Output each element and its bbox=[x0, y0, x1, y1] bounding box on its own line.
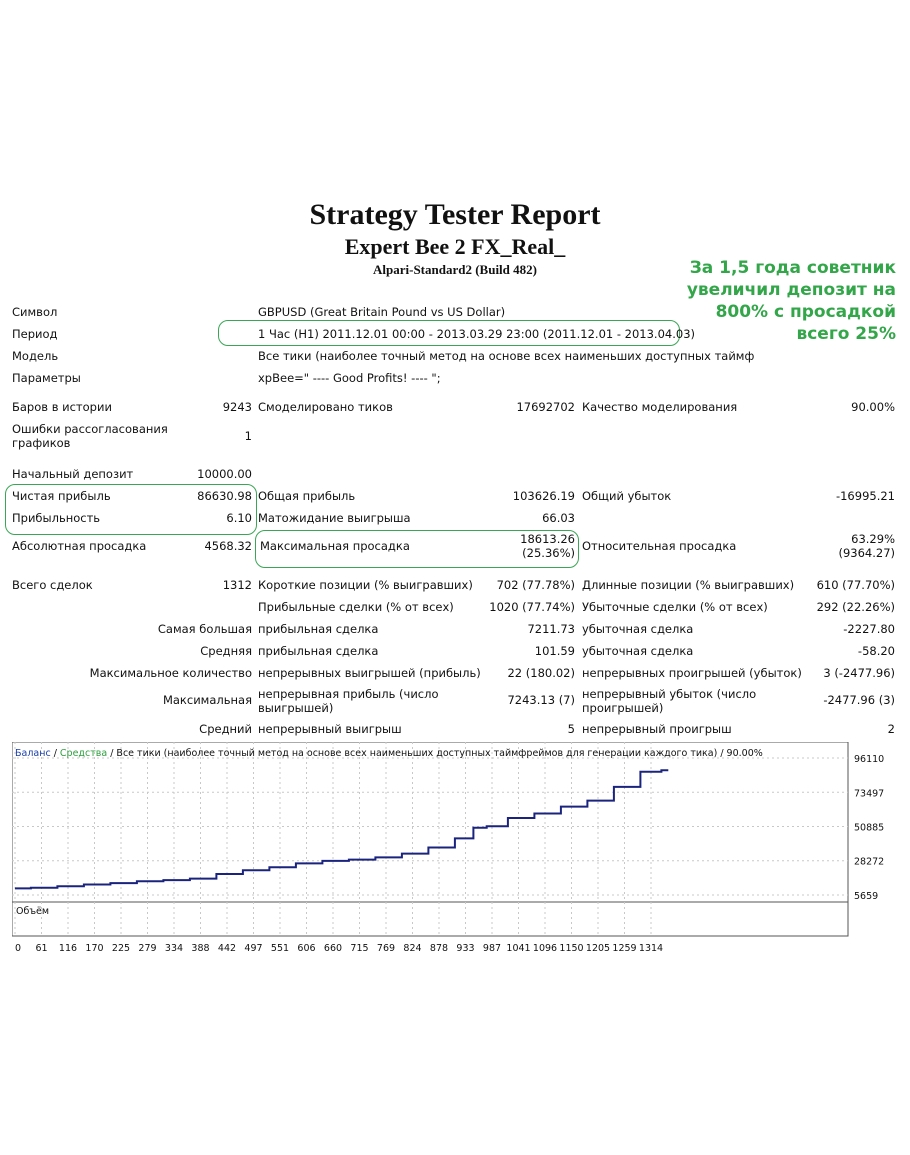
bars-label: Баров в истории bbox=[12, 400, 112, 414]
max-cons-wins-label: непрерывных выигрышей (прибыль) bbox=[258, 666, 481, 680]
y-tick-label: 5659 bbox=[854, 891, 879, 902]
volume-plot-frame bbox=[12, 902, 848, 936]
y-tick-labels bbox=[854, 754, 884, 902]
max-cons-loss-value: -2477.96 (3) bbox=[823, 693, 895, 707]
long-value: 610 (77.70%) bbox=[816, 578, 895, 592]
x-tick-label: 551 bbox=[270, 943, 290, 954]
y-tick-label: 96110 bbox=[854, 754, 885, 765]
abs-dd-label: Абсолютная просадка bbox=[12, 539, 147, 553]
avg-cons-wins-value: 5 bbox=[567, 722, 575, 736]
x-tick-label: 1314 bbox=[638, 943, 664, 954]
x-tick-label: 334 bbox=[164, 943, 184, 954]
y-tick-label: 50885 bbox=[854, 822, 885, 834]
legend-rest: / Все тики (наиболее точный метод на основе всех наименьших доступных таймфреймов для генерации каждого тика) / 90.00% bbox=[107, 748, 763, 759]
x-tick-label: 660 bbox=[323, 943, 343, 954]
x-tick-label: 0 bbox=[15, 943, 22, 954]
abs-dd-value: 4568.32 bbox=[204, 539, 252, 553]
x-tick-label: 606 bbox=[297, 943, 316, 954]
expert-name: Expert Bee 2 FX_Real_ bbox=[344, 234, 566, 259]
long-label: Длинные позиции (% выигравших) bbox=[582, 578, 795, 592]
bars-value: 9243 bbox=[222, 400, 252, 414]
x-tick-label: 987 bbox=[482, 943, 502, 954]
quality-value: 90.00% bbox=[851, 400, 895, 414]
profit-factor-label: Прибыльность bbox=[12, 511, 101, 525]
avg-cons-losses-label: непрерывный проигрыш bbox=[582, 722, 732, 736]
deposit-value: 10000.00 bbox=[197, 467, 252, 481]
max-cons-loss-label-1: непрерывный убыток (число bbox=[582, 687, 757, 701]
avg-cons-wins-label: непрерывный выигрыш bbox=[258, 722, 402, 736]
x-tick-label: 1205 bbox=[585, 943, 611, 954]
rel-dd-value: 63.29% bbox=[851, 532, 895, 546]
average-profit-label: прибыльная сделка bbox=[258, 644, 379, 658]
net-profit-value: 86630.98 bbox=[197, 489, 252, 503]
max-dd-percent: (25.36%) bbox=[522, 546, 575, 560]
rel-dd-amount: (9364.27) bbox=[838, 546, 895, 560]
avg-cons-label: Средний bbox=[199, 722, 252, 736]
short-value: 702 (77.78%) bbox=[496, 578, 575, 592]
ticks-label: Смоделировано тиков bbox=[258, 400, 393, 414]
x-tick-label: 769 bbox=[376, 943, 396, 954]
average-loss-label: убыточная сделка bbox=[582, 644, 694, 658]
legend-balance: Баланс bbox=[15, 748, 51, 759]
x-tick-label: 225 bbox=[111, 943, 131, 954]
x-tick-label: 715 bbox=[350, 943, 369, 954]
loss-trades-value: 292 (22.26%) bbox=[816, 600, 895, 614]
max-cons-profit-label-2: выигрышей) bbox=[258, 701, 334, 715]
max-dd-label: Максимальная просадка bbox=[260, 539, 410, 553]
max-cons-wins-value: 22 (180.02) bbox=[507, 666, 575, 680]
x-tick-labels bbox=[15, 943, 663, 954]
quality-label: Качество моделирования bbox=[582, 400, 738, 414]
model-value: Все тики (наиболее точный метод на основе всех наименьших доступных таймф bbox=[258, 349, 755, 363]
x-tick-label: 61 bbox=[35, 943, 48, 954]
loss-trades-label: Убыточные сделки (% от всех) bbox=[582, 600, 768, 614]
total-trades-label: Всего сделок bbox=[12, 578, 93, 592]
largest-profit-label: прибыльная сделка bbox=[258, 622, 379, 636]
chart-legend: Баланс / Средства / Все тики (наиболее точный метод на основе всех наименьших доступных таймфреймов для генерации каждого тика) / 90.00% bbox=[15, 748, 763, 759]
total-trades-value: 1312 bbox=[222, 578, 252, 592]
largest-loss-label: убыточная сделка bbox=[582, 622, 694, 636]
volume-label: Объём bbox=[16, 906, 50, 917]
symbol-label: Символ bbox=[12, 305, 58, 319]
symbol-value: GBPUSD (Great Britain Pound vs US Dollar) bbox=[258, 305, 506, 319]
model-label: Модель bbox=[12, 349, 59, 363]
legend-equity: Средства bbox=[59, 748, 108, 759]
ticks-value: 17692702 bbox=[516, 400, 575, 414]
x-tick-label: 1259 bbox=[612, 943, 637, 954]
errors-label-2: графиков bbox=[12, 436, 71, 450]
largest-profit-value: 7211.73 bbox=[527, 622, 575, 636]
params-label: Параметры bbox=[12, 371, 81, 385]
avg-cons-losses-value: 2 bbox=[887, 722, 895, 736]
x-tick-label: 442 bbox=[217, 943, 237, 954]
annotation-note: За 1,5 года советник увеличил депозит на 800% с просадкой всего 25% bbox=[686, 258, 896, 344]
errors-value: 1 bbox=[244, 429, 252, 443]
x-tick-label: 388 bbox=[191, 943, 210, 954]
short-label: Короткие позиции (% выигравших) bbox=[258, 578, 473, 592]
max-cons-loss-label-2: проигрышей) bbox=[582, 701, 664, 715]
max-dd-value: 18613.26 bbox=[520, 532, 575, 546]
x-tick-label: 279 bbox=[138, 943, 157, 954]
max-cons-losses-value: 3 (-2477.96) bbox=[823, 666, 895, 680]
period-label: Период bbox=[12, 327, 58, 341]
x-tick-label: 116 bbox=[58, 943, 78, 954]
x-tick-label: 878 bbox=[429, 943, 449, 954]
largest-loss-value: -2227.80 bbox=[843, 622, 895, 636]
x-tick-label: 824 bbox=[403, 943, 422, 954]
expected-payoff-value: 66.03 bbox=[542, 511, 575, 525]
average-loss-value: -58.20 bbox=[857, 644, 895, 658]
gross-loss-value: -16995.21 bbox=[835, 489, 895, 503]
x-tick-label: 1150 bbox=[559, 943, 584, 954]
net-profit-label: Чистая прибыль bbox=[12, 489, 111, 503]
profit-trades-label: Прибыльные сделки (% от всех) bbox=[258, 600, 454, 614]
balance-chart bbox=[12, 742, 898, 962]
max-cons-profit-value: 7243.13 (7) bbox=[507, 693, 575, 707]
x-tick-label: 170 bbox=[85, 943, 104, 954]
expected-payoff-label: Матожидание выигрыша bbox=[258, 511, 411, 525]
deposit-label: Начальный депозит bbox=[12, 467, 134, 481]
average-label: Средняя bbox=[200, 644, 252, 658]
server-build: Alpari-Standard2 (Build 482) bbox=[373, 262, 537, 277]
y-tick-label: 28272 bbox=[854, 856, 885, 868]
rel-dd-label: Относительная просадка bbox=[582, 539, 737, 553]
max-cons-losses-label: непрерывных проигрышей (убыток) bbox=[582, 666, 802, 680]
max-count-label: Максимальное количество bbox=[89, 666, 252, 680]
params-value: xpBee=" ---- Good Profits! ---- "; bbox=[258, 371, 441, 385]
main-plot-frame bbox=[12, 742, 848, 902]
gross-profit-label: Общая прибыль bbox=[258, 489, 356, 503]
profit-factor-value: 6.10 bbox=[226, 511, 252, 525]
x-tick-label: 1096 bbox=[532, 943, 558, 954]
max-cons-profit-label-1: непрерывная прибыль (число bbox=[258, 687, 439, 701]
x-tick-label: 497 bbox=[244, 943, 263, 954]
y-tick-label: 73497 bbox=[854, 788, 885, 800]
average-profit-value: 101.59 bbox=[534, 644, 575, 658]
x-tick-label: 1041 bbox=[506, 943, 531, 954]
errors-label-1: Ошибки рассогласования bbox=[12, 422, 168, 436]
x-tick-label: 933 bbox=[456, 943, 475, 954]
profit-trades-value: 1020 (77.74%) bbox=[489, 600, 575, 614]
period-value: 1 Час (H1) 2011.12.01 00:00 - 2013.03.29 23:00 (2011.12.01 - 2013.04.03) bbox=[258, 327, 695, 341]
maximal-label: Максимальная bbox=[162, 693, 252, 707]
gross-profit-value: 103626.19 bbox=[512, 489, 575, 503]
gross-loss-label: Общий убыток bbox=[582, 489, 672, 503]
report-title: Strategy Tester Report bbox=[309, 198, 601, 231]
largest-label: Самая большая bbox=[157, 622, 252, 636]
